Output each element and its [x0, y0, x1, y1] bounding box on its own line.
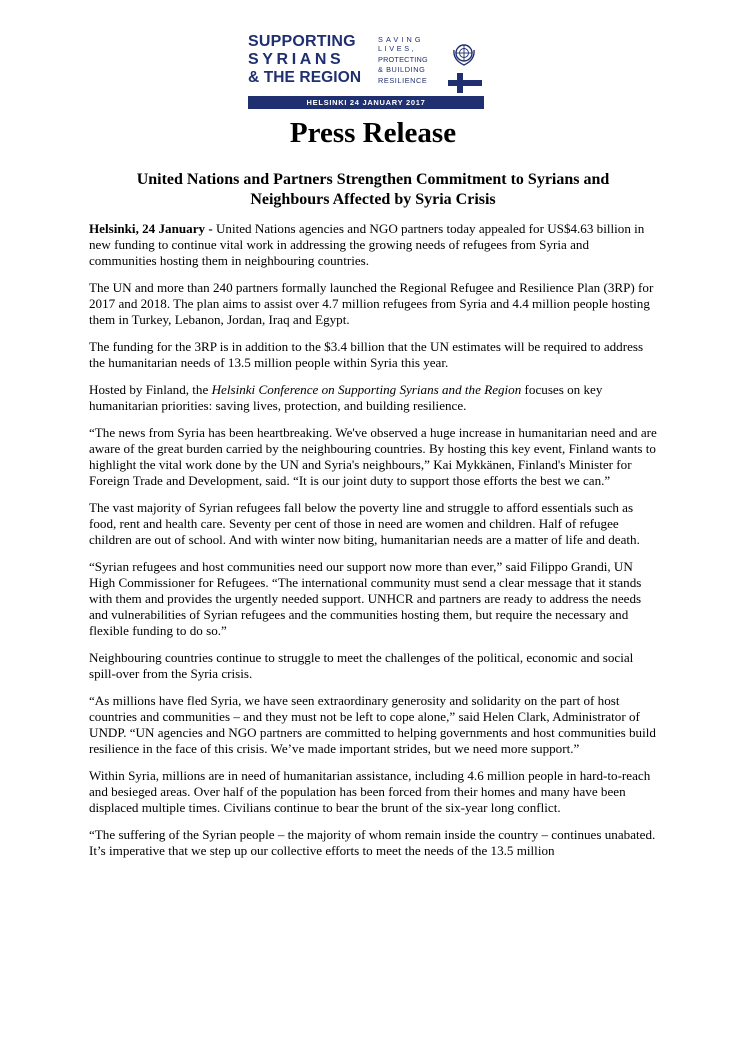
paragraph-7: “Syrian refugees and host communities need our support now more than ever,” said Filippo Grandi, UN High Commissioner for Refugees. “The international community must send a clear message that it stands with them and provides the urgently needed support. UNHCR and partners are ready to address the needs and vulnerabilities of Syrian refugees and the communities hosting them, but require the necessary and flexible funding to do so.”	[89, 559, 642, 638]
conference-name: Helsinki Conference on Supporting Syrians and the Region	[211, 382, 522, 397]
logo-line-supporting: SUPPORTING	[248, 33, 356, 50]
dateline: Helsinki, 24 January -	[89, 221, 213, 236]
conference-logo	[248, 32, 498, 112]
paragraph-1-text: United Nations agencies and NGO partners today appealed for US$4.63 billion in new funding to continue vital work in addressing the growing needs of refugees from Syria and communities hosting them in neighbouring countries.	[89, 221, 645, 268]
page-title: Press Release	[289, 117, 457, 149]
paragraph-11: “The suffering of the Syrian people – the majority of whom remain inside the country – continues unabated. It’s imperative that we step up our collective efforts to meet the needs of the 13.5 million	[89, 827, 656, 858]
paragraph-4-post: focuses on key humanitarian priorities: saving lives, protection, and building resilience.	[89, 382, 603, 413]
paragraph-4	[89, 382, 659, 414]
paragraph-9: “As millions have fled Syria, we have seen extraordinary generosity and solidarity on the part of host countries and communities – and they must not be left to cope alone,” said Helen Clark, Administrator of UNDP. “UN agencies and NGO partners are committed to helping governments and host communities build resilience in the face of this crisis. We’ve made important strides, but we need more support.”	[89, 693, 656, 756]
un-emblem-icon	[450, 40, 478, 68]
logo-date-banner: HELSINKI 24 JANUARY 2017	[248, 96, 484, 109]
logo-line-region: & THE REGION	[248, 69, 362, 86]
logo-line-syrians: SYRIANS	[248, 51, 345, 68]
paragraph-4-pre: Hosted by Finland, the	[89, 382, 212, 397]
logo-tag-resilience: RESILIENCE	[378, 76, 428, 85]
paragraph-1	[89, 221, 659, 269]
logo-tag-protecting: PROTECTING	[378, 55, 428, 64]
release-body	[89, 221, 659, 870]
finland-flag-icon	[448, 73, 482, 93]
paragraph-3: The funding for the 3RP is in addition to the $3.4 billion that the UN estimates will be required to address the humanitarian needs of 13.5 million people within Syria this year.	[89, 339, 644, 370]
paragraph-2: The UN and more than 240 partners formally launched the Regional Refugee and Resilience Plan (3RP) for 2017 and 2018. The plan aims to assist over 4.7 million refugees from Syria and 4.4 million people hosting them in Turkey, Lebanon, Jordan, Iraq and Egypt.	[89, 280, 654, 327]
paragraph-6: The vast majority of Syrian refugees fall below the poverty line and struggle to afford essentials such as food, rent and health care. Seventy per cent of those in need are women and children. Half of refugee children are out of school. And with winter now biting, humanitarian needs are a matter of life and death.	[89, 500, 640, 547]
paragraph-8: Neighbouring countries continue to struggle to meet the challenges of the political, economic and social spill-over from the Syria crisis.	[89, 650, 634, 681]
logo-tag-saving: SAVING	[378, 35, 424, 44]
paragraph-5: “The news from Syria has been heartbreaking. We've observed a huge increase in humanitarian need and are aware of the great burden carried by the neighbouring countries. By hosting this key event, Finland wants to highlight the vital work done by the UN and Syria's neighbours,” Kai Mykkänen, Finland's Minister for Foreign Trade and Development, said. “It is our joint duty to support those efforts the best we can.”	[89, 425, 657, 488]
logo-tag-lives: LIVES,	[378, 44, 417, 53]
logo-tag-building: & BUILDING	[378, 65, 426, 74]
paragraph-10: Within Syria, millions are in need of humanitarian assistance, including 4.6 million people in hard-to-reach and besieged areas. Over half of the population has been forced from their homes and many have been displaced multiple times. Civilians continue to bear the brunt of the six-year long conflict.	[89, 768, 651, 815]
release-headline: United Nations and Partners Strengthen Commitment to Syrians and Neighbours Affected by Syria Crisis	[136, 171, 610, 208]
